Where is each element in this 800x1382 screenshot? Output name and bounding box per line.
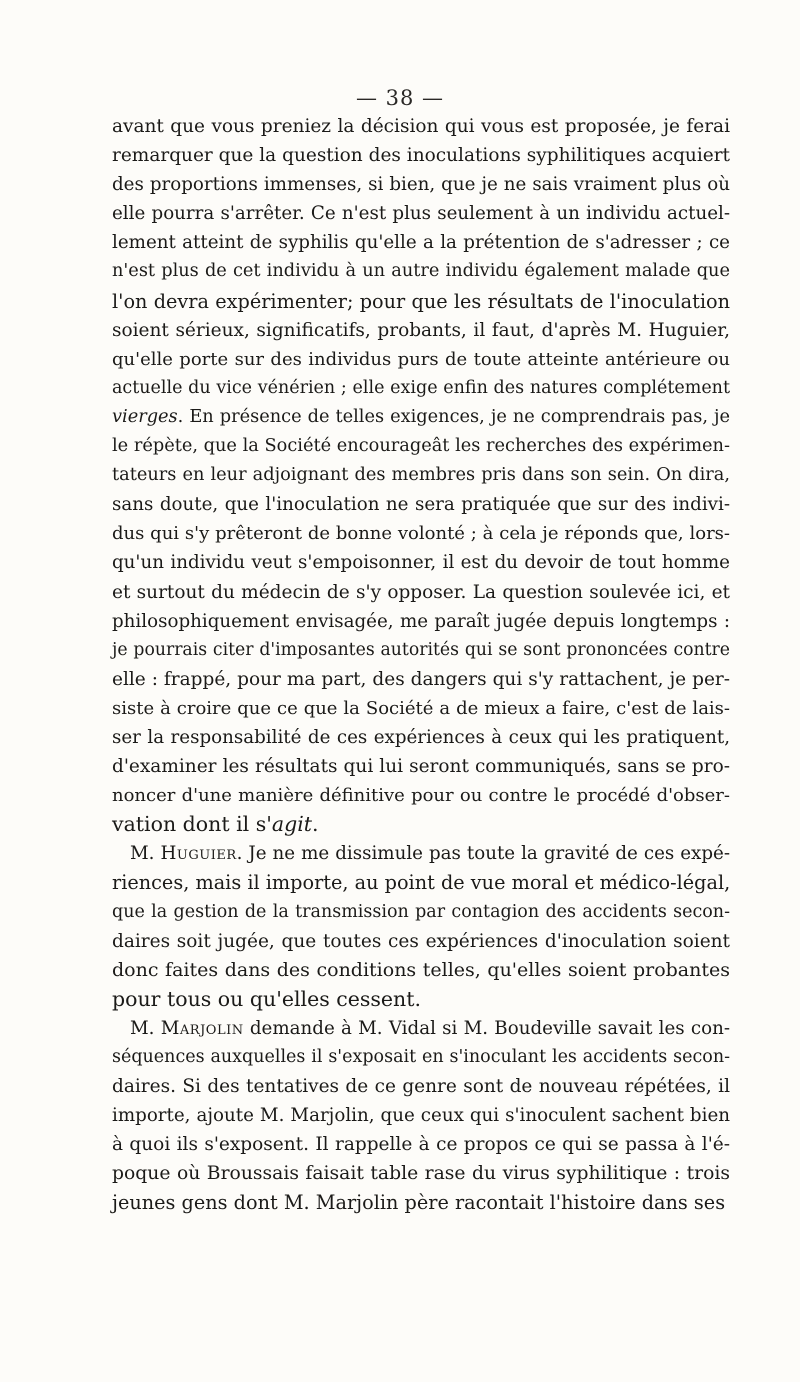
text-line: actuelle du vice vénérien ; elle exige enfin des natures complétement (112, 377, 730, 398)
text-line: que la gestion de la transmission par contagion des accidents secon- (112, 901, 730, 922)
text-line: soient sérieux, significatifs, probants, il faut, d'après M. Huguier, (112, 319, 730, 341)
text-line: remarquer que la question des inoculations syphilitiques acquiert (112, 145, 730, 167)
text-line: qu'un individu veut s'empoisonner, il est du devoir de tout homme (112, 552, 730, 574)
text-line: elle pourra s'arrêter. Ce n'est plus seulement à un individu actuel- (112, 203, 730, 225)
text-line: d'examiner les résultats qui lui seront communiqués, sans se pro- (112, 756, 730, 778)
text-line (112, 810, 730, 839)
line-text: . En présence de telles exigences, je ne comprendrais pas, je (177, 406, 730, 427)
text-line: l'on devra expérimenter; pour que les résultats de l'inoculation (112, 289, 730, 313)
text-line: poque où Broussais faisait table rase du virus syphilitique : trois (112, 1163, 730, 1185)
text-line: lement atteint de syphilis qu'elle a la prétention de s'adresser ; ce (112, 232, 730, 254)
text-line: importe, ajoute M. Marjolin, que ceux qui s'inoculent sachent bien (112, 1105, 730, 1127)
text-line: je pourrais citer d'imposantes autorités qui se sont prononcées contre (112, 639, 730, 660)
text-line: pour tous ou qu'elles cessent. (112, 986, 421, 1011)
text-line: elle : frappé, pour ma part, des dangers qui s'y rattachent, je per- (112, 668, 730, 690)
text-line: noncer d'une manière définitive pour ou contre le procédé d'obser- (112, 785, 730, 807)
line-text: . (312, 812, 319, 837)
text-line: sans doute, que l'inoculation ne sera pratiquée que sur des indivi- (112, 494, 730, 516)
text-line: daires soit jugée, que toutes ces expériences d'inoculation soient (112, 930, 730, 952)
text-line: le répète, que la Société encourageât les recherches des expérimen- (112, 436, 730, 457)
speaker-name: Marjolin (160, 1017, 244, 1039)
text-line (112, 403, 730, 432)
text-line (112, 839, 730, 868)
body-text (112, 112, 730, 1218)
text-line: jeunes gens dont M. Marjolin père racontait l'histoire dans ses (112, 1191, 726, 1215)
speaker-name: Huguier (160, 843, 237, 865)
text-line: n'est plus de cet individu à un autre individu également malade que (112, 261, 730, 282)
text-line: siste à croire que ce que la Société a de mieux a faire, c'est de lais- (112, 697, 730, 719)
text-line: dus qui s'y prêteront de bonne volonté ; à cela je réponds que, lors- (112, 523, 730, 545)
text-line: séquences auxquelles il s'exposait en s'inoculant les accidents secon- (112, 1047, 730, 1067)
text-line: à quoi ils s'exposent. Il rappelle à ce propos ce qui se passa à l'é- (112, 1134, 730, 1156)
line-text: . Je ne me dissimule pas toute la gravité de ces expé- (236, 843, 730, 865)
page-number: — 38 — (355, 86, 445, 110)
emphasis-text: vierges (112, 406, 178, 427)
text-line: tateurs en leur adjoignant des membres pris dans son sein. On dira, (112, 465, 730, 486)
text-line: et surtout du médecin de s'y opposer. La question soulevée ici, et (112, 581, 730, 603)
line-text: vation dont il s' (112, 812, 272, 837)
text-line: avant que vous preniez la décision qui vous est proposée, je ferai (112, 116, 730, 137)
line-text: demande à M. Vidal si M. Boudeville savait les con- (243, 1017, 730, 1039)
speaker-prefix: M. (130, 843, 161, 865)
text-line: donc faites dans des conditions telles, qu'elles soient probantes (112, 958, 730, 981)
text-line: philosophiquement envisagée, me paraît jugée depuis longtemps : (112, 610, 730, 632)
emphasis-text: agit (271, 812, 313, 837)
text-line: riences, mais il importe, au point de vue moral et médico-légal, (112, 871, 731, 895)
text-line: des proportions immenses, si bien, que je ne sais vraiment plus où (112, 174, 730, 196)
text-line (112, 1014, 730, 1043)
text-line: daires. Si des tentatives de ce genre sont de nouveau répétées, il (112, 1076, 730, 1098)
text-line: ser la responsabilité de ces expériences à ceux qui les pratiquent, (112, 726, 730, 748)
text-line: qu'elle porte sur des individus purs de toute atteinte antérieure ou (112, 348, 730, 370)
speaker-prefix: M. (130, 1017, 161, 1039)
